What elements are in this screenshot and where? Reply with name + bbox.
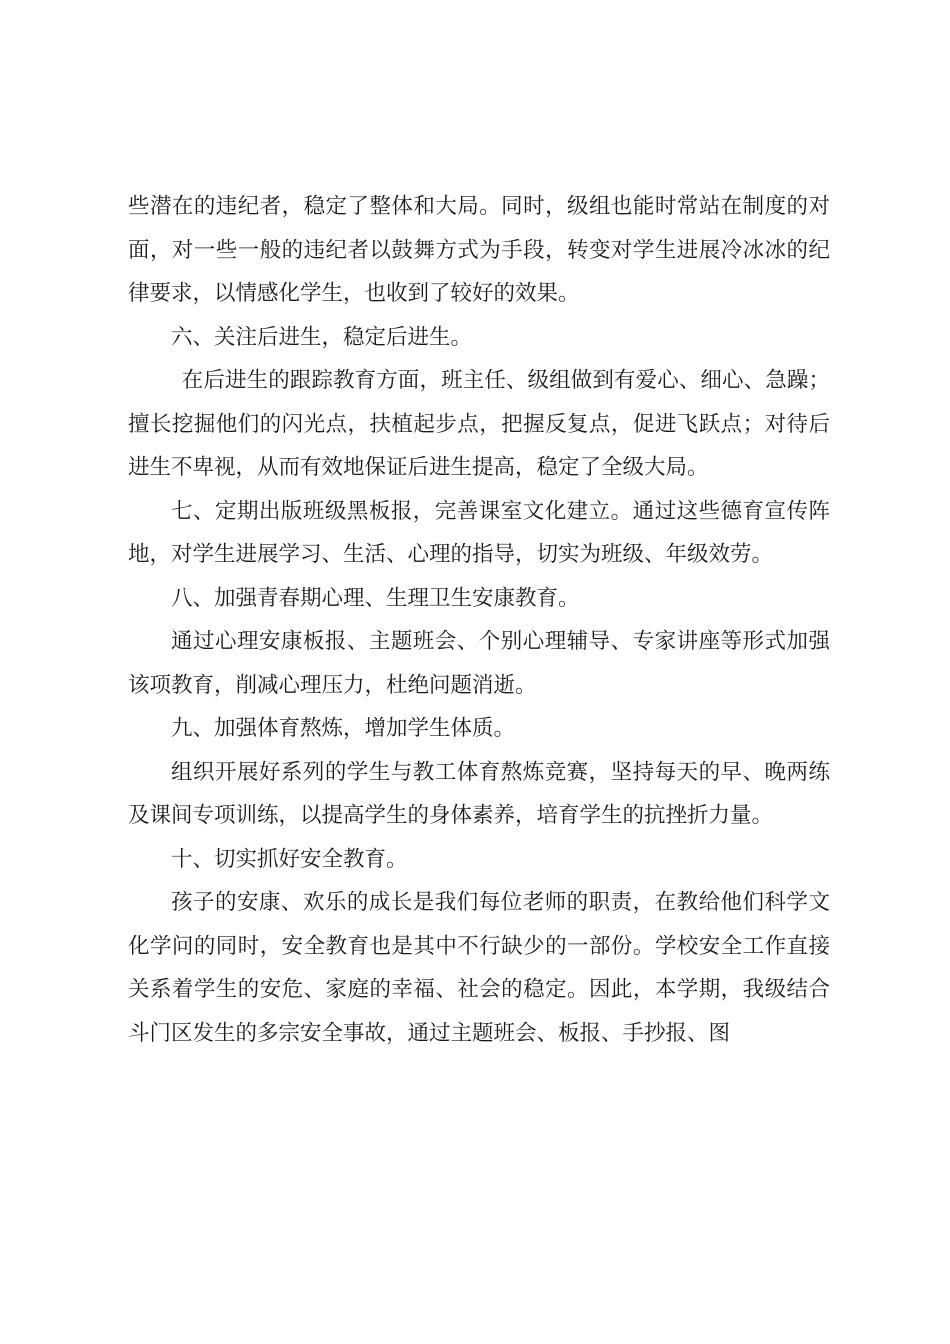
paragraph-continuation: 些潜在的违纪者，稳定了整体和大局。同时，级组也能时常站在制度的对面，对一些一般的违纪者以鼓舞方式为手段，转变对学生进展冷冰冰的纪律要求，以情感化学生，也收到了较好的效果。: [128, 194, 830, 306]
section-heading-10: 十、切实抓好安全教育。: [171, 846, 408, 872]
section-heading-9: 九、加强体育熬炼，增加学生体质。: [171, 716, 516, 741]
section-heading-8: 八、加强青春期心理、生理卫生安康教育。: [171, 585, 580, 611]
section-heading-7: 七、定期出版班级黑板报，完善课室文化建立。通过这些德育宣传阵地，对学生进展学习、生活、心理的指导，切实为班级、年级效劳。: [128, 498, 830, 567]
paragraph-mental-health: 通过心理安康板报、主题班会、个别心理辅导、专家讲座等形式加强该项教育，削减心理压力，杜绝问题消逝。: [128, 629, 830, 698]
paragraph-sports: 组织开展好系列的学生与教工体育熬炼竞赛，坚持每天的早、晚两练及课间专项训练，以提高学生的身体素养，培育学生的抗挫折力量。: [128, 759, 830, 828]
paragraph-safety: 孩子的安康、欢乐的成长是我们每位老师的职责，在教给他们科学文化学问的同时，安全教育也是其中不行缺少的一部份。学校安全工作直接关系着学生的安危、家庭的幸福、社会的稳定。因此，本学期，我级结合斗门区发生的多宗安全事故，通过主题班会、板报、手抄报、图: [128, 890, 830, 1046]
document-body: [128, 185, 830, 1055]
paragraph-late-students: 在后进生的跟踪教育方面，班主任、级组做到有爱心、细心、急躁；擅长挖掘他们的闪光点，扶植起步点，把握反复点，促进飞跃点；对待后进生不卑视，从而有效地保证后进生提高，稳定了全级大局。: [128, 368, 830, 480]
section-heading-6: 六、关注后进生，稳定后进生。: [171, 324, 473, 350]
